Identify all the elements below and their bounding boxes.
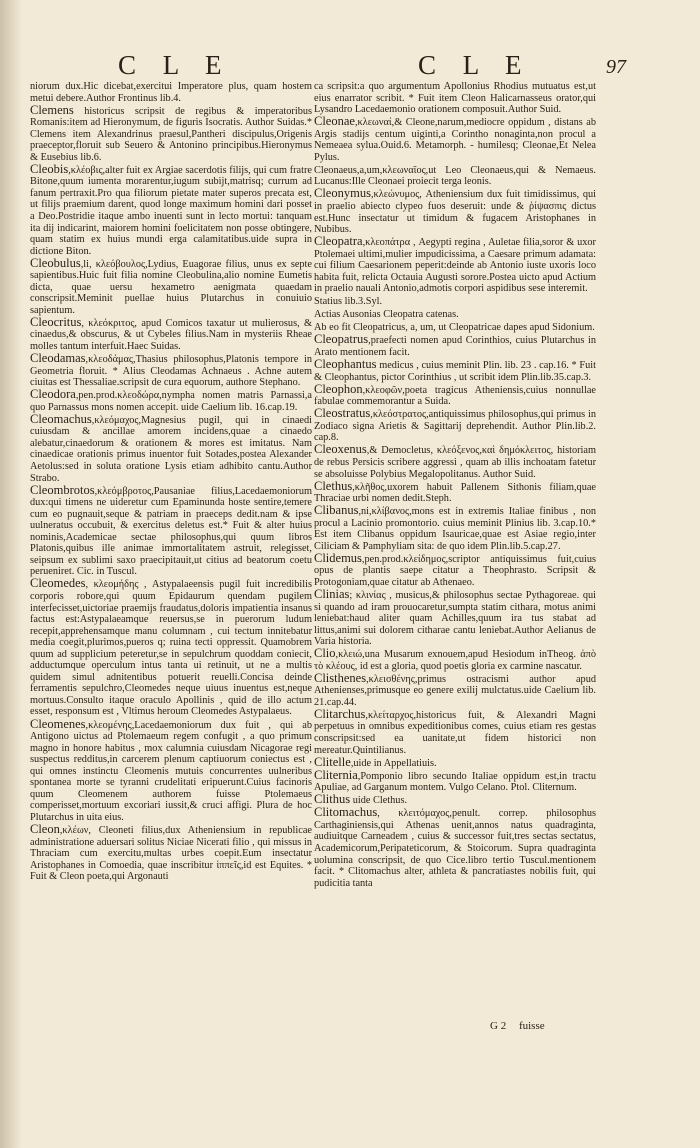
entry-headword: Cleophon <box>314 381 363 396</box>
entry-text: ; κλινίας , musicus,& philosophus sectae Pythagoreae. qui si quando ad iram prouocaretur,sumpta statim cithara, motus animi leniebat:haud aliter quam Achilles,quum ira tus stabat ad littus,animi sui dolorem citharae cantu leniebat.Author Aelianus de Varia historia. <box>314 589 596 648</box>
entry-text: , κλεόκριτος, apud Comicos taxatur ut mulierosus, & cinaedus,& obscurus, & ut Cybeles filius.Nam in mysteriis Rheae molles tantum interfuit.Haec Suidas. <box>30 317 312 353</box>
entry-text: ,κλεοφῶν,poeta tragicus Atheniensis,cuius nonnullae fabulae commemorantur a Suida. <box>314 384 596 408</box>
dictionary-entry <box>314 767 596 794</box>
entry-headword: Cleopatrus <box>314 332 369 347</box>
entry-headword: Cleonymus <box>314 186 371 201</box>
entry-headword: Cleopatra <box>314 234 363 249</box>
dictionary-entry <box>30 716 312 824</box>
entry-headword: Clitomachus <box>314 805 378 820</box>
dictionary-entry <box>30 102 312 164</box>
entry-headword: Clisthenes <box>314 670 367 685</box>
entry-text: ,κλειώ,una Musarum exnouem,apud Hesiodum inTheog. ἀπὸ τὸ κλέους, id est a gloria, quod poetis gloria ex carmine nascatur. <box>314 649 596 672</box>
dictionary-entry <box>314 116 596 163</box>
dictionary-entry <box>30 482 312 578</box>
entry-headword: Cleodamas <box>30 351 86 366</box>
dictionary-entry <box>30 255 312 317</box>
entry-headword: Cleodora <box>30 387 76 402</box>
dictionary-entry <box>314 550 596 589</box>
entry-headword: Clethus <box>314 478 353 493</box>
entry-headword: Clio <box>314 646 336 661</box>
entry-text: ,κλεοπάτρα , Aegypti regina , Auletae filia,soror & uxor Ptolemaei ultimi,mulier impudicissima, a Caesare primum adamata: cui filium Caesarionem peperit:deinde ab Antonio iuste uxoris loco habita fuit, relicta Octauia Augusti sorore.Postea uicto apud Actium in praelio nauali Antonio,admotis corpori aspidibus sese interemit. <box>314 237 596 295</box>
entry-text: ,& Democletus, κλεόξενος,καὶ δημόκλειτος, historiam de rebus Persicis scribere aggressi , quam ab illis inchoatam fatetur se absoluisse Polybius Megalopolitanus. Author Suid. <box>314 445 596 480</box>
entry-headword: Clibanus <box>314 503 359 518</box>
entry-headword: Clinias <box>314 586 350 601</box>
dictionary-entry <box>314 308 596 321</box>
entry-text: ,praefecti nomen apud Corinthios, cuius Plutarchus in Arato mentionem facit. <box>314 335 596 359</box>
dictionary-entry <box>30 411 312 484</box>
dictionary-entry <box>314 188 596 235</box>
entry-text: niorum dux.Hic dicebat,exercitui Imperatore plus, quam hostem metui debere.Author Frontinus lib.4. <box>30 81 312 104</box>
dictionary-entry <box>314 586 596 648</box>
entry-text: ,ni,κλίβανος,mons est in extremis Italiae finibus , non procul a Lacinio promontorio. cuius meminit Plinius lib. 3.cap.10.* Est item Clibanus oppidum Isauricae,quae est Asiae regio,inter Ciliciam & Pamphyliam sita: de quo idem Plin.lib.5.cap.27. <box>314 506 596 552</box>
entry-text: ,κλεόμαχος,Magnesius pugil, qui in cinaedi cuiusdam & ancillae amorem incidens,quae a cinaedo alebatur,cinaedorum & orationem & mores est imitatus. Nam cinaedicae orationis primus inuentor fuit Sotades,postea Alexander Aetolus:sed in soluta oratione Lysis etiam adhibito cantu.Author Strabo. <box>30 414 312 484</box>
entry-headword: Clitelle <box>314 754 351 769</box>
dictionary-entry <box>30 314 312 353</box>
dictionary-entry <box>314 670 596 709</box>
entry-headword: Cleophantus <box>314 357 377 372</box>
dictionary-entry <box>314 236 596 295</box>
entry-text: , κλειτόμαχος,penult. correp. philosophus Carthaginiensis,qui Athenas uenit,annos natus quadraginta, audiuitque Carneadem , cuius & successor fuit,tres sectas sectatus, Academicorum,Peripateticorum, & Stoicorum. Supra quadraginta uolumina conscripsit, de quo Cice.libro tertio Tuscul.mentionem facit. * Clitomachus alter, athleta & pancratiastes nobilis fuit, qui pudicitia tanta <box>314 808 596 889</box>
entry-text: ,uide in Appellatiuis. <box>350 757 437 769</box>
entry-text: ,κλεώνυμος, Atheniensium dux fuit timidissimus, qui in praelio abiecto clypeo fuos deseruit: unde & ῥίψασπις dictus est.Hunc insectatur ut timidum & fugacem Aristophanes in Nubibus. <box>314 189 596 236</box>
dictionary-entry <box>314 505 596 552</box>
entry-text: Actias Ausonias Cleopatra catenas. <box>314 309 459 321</box>
entry-text: ,κλεόστρατος,antiquissimus philosophus,qui primus in Zodiaco signa Arietis & Sagittarij deprehendit. Author Plin.lib.2. cap.8. <box>314 409 596 444</box>
entry-text: ,κλεομένης,Lacedaemoniorum dux fuit , qui ab Antigono uictus ad Ptolemaeum regem confugit , a quo primum magno in honore habitus , mox calumnia cuiusdam Nicagorae regi suspectus redditus,in carcerem plenum captiuorum coniectus est , qui omnes instinctu Cleomenis mutuis concurrentes uulneribus spontanea morte se tyranni crudelitati eripuerunt.Cuius facinoris quum Cleomenem authorem fuisse Ptolemaeus comperisset,mortuum excoriari iussit,& cruci affigi. Plura de hoc Plutarchus in uita eius. <box>30 719 312 823</box>
dictionary-entry <box>314 295 596 308</box>
dictionary-entry <box>30 821 312 883</box>
entry-text: ,κλέων, Cleoneti filius,dux Atheniensium in republicae administratione aduersari solitus Niciae Nicerati filio , qui missus in Thraciam cum exercitu,multas urbes coepit.Eum insectatur Aristophanes in Comoedia, quae inscribitur ἱππεῖς,id est Equites. * Fuit & Cleon poeta,qui Argonauti <box>30 824 312 883</box>
entry-text: ,κλέοβις,alter fuit ex Argiae sacerdotis filijs, qui cum fratre Bitone,quum iumenta morarentur,iugum subijt,matrisq; currum ad fanum pertraxit.Pro qua filiorum pietate mater superos precata est, ut filijs praemium darent, quod longe maximum homini dari posset a Deo.Postridie itaque ambo inuenti sunt in lecto mortui: tanquam ita dij indicarint, maiorem homini foelicitatem non posse obtingere, quam statim ex huius mundi erga calamitatibus.uide supra in dictione Biton. <box>30 164 312 257</box>
left-column <box>30 80 312 883</box>
entry-text: ,κλεοδάμας,Thasius philosophus,Platonis tempore in Geometria floruit. * Alius Cleodamas Achnaeus . Achne autem ciuitas est Thessaliae.scripsit de cura equorum, authore Stephano. <box>30 354 312 389</box>
entry-text: ,pen.prod.κλείδημος,scriptor antiquissimus fuit,cuius opus de plantis saepe citatur a Theophrasto. Scripsit & Protogoniam,quae citatur ab Athenaeo. <box>314 553 596 588</box>
dictionary-entry <box>30 161 312 257</box>
entry-headword: Cliternia <box>314 767 358 782</box>
dictionary-entry <box>314 648 596 672</box>
entry-headword: Cleombrotos <box>30 482 95 497</box>
dictionary-entry <box>314 359 596 383</box>
entry-headword: Cleobulus <box>30 255 81 270</box>
entry-text: ,Pomponio libro secundo Italiae oppidum est,in tractu Apuliae, ad Garganum montem. Vulgo Celano. Ptol. Cliternum. <box>314 770 596 794</box>
dictionary-entry <box>30 353 312 389</box>
entry-text: medicus , cuius meminit Plin. lib. 23 . cap.16. * Fuit & Cleophantus, pictor Corinthius , ut scribit idem Plin.lib.35.cap.3. <box>314 360 596 383</box>
dictionary-entry <box>314 164 596 188</box>
entry-headword: Cleocritus <box>30 314 82 329</box>
entry-text: Statius lib.3.Syl. <box>314 296 383 308</box>
dictionary-entry <box>314 408 596 444</box>
entry-text: ,κλεόμβροτος,Pausaniae filius,Lacedaemoniorum dux:qui timens ne uideretur cum Epaminunda hoste sentire,temere cum eo pugnauit,seque & patriam in praeceps dedit.nam & ipse uulneratus occubuit, & exercitus deletus est.* Fuit & alter huius nominis,Academicae sectae philosophus,qui quum libros Platonis,quibus ille animae immortalitatem astruit, relegisset, seipsum ex sublimi saxo praecipitauit,ut citius ad beatorum coetu perueniret. Cic. in Tuscul. <box>30 485 312 578</box>
entry-text: ,pen.prod.κλεοδώρα,nympha nomen matris Parnassi,a quo Parnassus mons nomen accepit. uide Caelium lib. 16.cap.19. <box>30 390 312 413</box>
running-head-left: C L E <box>118 50 232 80</box>
entry-headword: Cleonae <box>314 114 355 129</box>
page-footer <box>480 1020 545 1032</box>
entry-text: ,κλείταρχος,historicus fuit, & Alexandri Magni perpetuus in omnibus expeditionibus comes, cuius etiam res gestas conscripsit:sed ea uanitate,ut fidem historici non mereatur.Quintilianus. <box>314 709 596 756</box>
dictionary-entry <box>314 444 596 480</box>
dictionary-entry <box>30 578 312 718</box>
entry-headword: Cleomenes <box>30 716 86 731</box>
dictionary-entry <box>30 389 312 413</box>
entry-text: uide Clethus. <box>350 795 408 807</box>
entry-headword: Cleoxenus <box>314 442 367 457</box>
entry-text: ca scripsit:a quo argumentum Apollonius Rhodius mutuatus est,ut eius enarrator scribit. * Fuit item Cleon Halicarnasseus orator,qui Lysandro Lacedaemonio orationem composuit.Author Suid. <box>314 81 596 116</box>
dictionary-entry <box>314 381 596 408</box>
entry-text: Ab eo fit Cleopatricus, a, um, ut Cleopatricae dapes apud Sidonium. <box>314 322 595 334</box>
running-head-right: C L E <box>418 50 532 80</box>
entry-headword: Cleostratus <box>314 406 371 421</box>
dictionary-entry <box>314 334 596 358</box>
entry-headword: Clemens <box>30 102 74 117</box>
entry-headword: Cleon <box>30 821 60 836</box>
dictionary-entry <box>30 80 312 104</box>
signature-mark: G 2 <box>490 1020 507 1032</box>
entry-text: historicus scripsit de regibus & imperatoribus Romanis:item ad Hieronymum, de figuris Isocratis. Author Suidas.* Clemens item Alexandrinus praesul,Pantheri discipulus,Origenis praeceptor,floruit sub Seuero & Antonino principibus.Hieronymus & Eusebius lib.6. <box>30 105 312 163</box>
page-number: 97 <box>606 56 626 78</box>
dictionary-entry <box>314 706 596 756</box>
entry-text: ,κλεισθένης,primus ostracismi author apud Athenienses,primusque eo genere exilij mulctatus.uide Caelium lib. 21.cap.44. <box>314 673 596 708</box>
entry-headword: Cleomedes <box>30 576 86 591</box>
right-column <box>314 80 596 889</box>
entry-text: , κλεομήδης , Astypalaeensis pugil fuit incredibilis corporis robore,qui quum Epidaurum quendam pugilem interfecisset,uictoriae praemijs fraudatus,doloris impatientia insanus factus est:Astypalaeamque reuersus,se in puerorum ludum recepit,apprehensamque manu columnam , cui tectum innitebatur media coegit,plurimos,pueros q; ruina tecti oppressit. Quamobrem quum ad supplicium peteretur,se in sepulchrum quoddam coniecit, adductumque operculum intus tanta ui retinuit, ut ne a multis quidem simul adnitentibus potuerit reuelli.Concisa deinde ferramentis sepulchro,Cleomedes neque uiuus inuentus est,neque mortuus.Consulto itaque oraculo Apollinis , quid de illo actum esset, responsum est , Vltimus heroum Cleomedes Astypalaeus. <box>30 579 312 718</box>
dictionary-entry <box>314 807 596 889</box>
entry-headword: Clitarchus <box>314 706 366 721</box>
entry-headword: Cleomachus <box>30 411 92 426</box>
dictionary-entry <box>314 478 596 505</box>
dictionary-entry <box>314 80 596 116</box>
entry-headword: Clithus <box>314 792 351 807</box>
entry-text: ,κλεωναί,& Cleone,narum,mediocre oppidum , distans ab Argis stadijs centum uiginti,a Corintho nonaginta,non procul a Nemeaea sylua.Ouid.6. Metamorph. - humilesq; Cleonae,Et Nelea Pylus. <box>314 117 596 163</box>
gutter-shadow <box>0 0 22 1148</box>
entry-headword: Clidemus <box>314 550 362 565</box>
catchword: fuisse <box>518 1020 545 1032</box>
entry-headword: Cleobis <box>30 161 69 176</box>
entry-text: ,κλῆθος,uxorem habuit Pallenem Sithonis filiam,quae Thraciae urbi nomen dedit.Steph. <box>314 481 596 505</box>
entry-text: Cleonaeus,a,um,κλεωναῖος,ut Leo Cleonaeus,qui & Nemaeus. Lucanus:Ille Cleonaei proiecit terga leonis. <box>314 164 596 188</box>
entry-text: ,li, κλεόβουλος,Lydius, Euagorae filius, unus ex septe sapientibus.Huic fuit filia nomine Cleobulina,alio nomine Eumetis dicta, quae uersu hexametro aenigmata quaedam conscripsit.Meminit puellae huius Plutarchus in conuiuio sapientum. <box>30 258 312 316</box>
